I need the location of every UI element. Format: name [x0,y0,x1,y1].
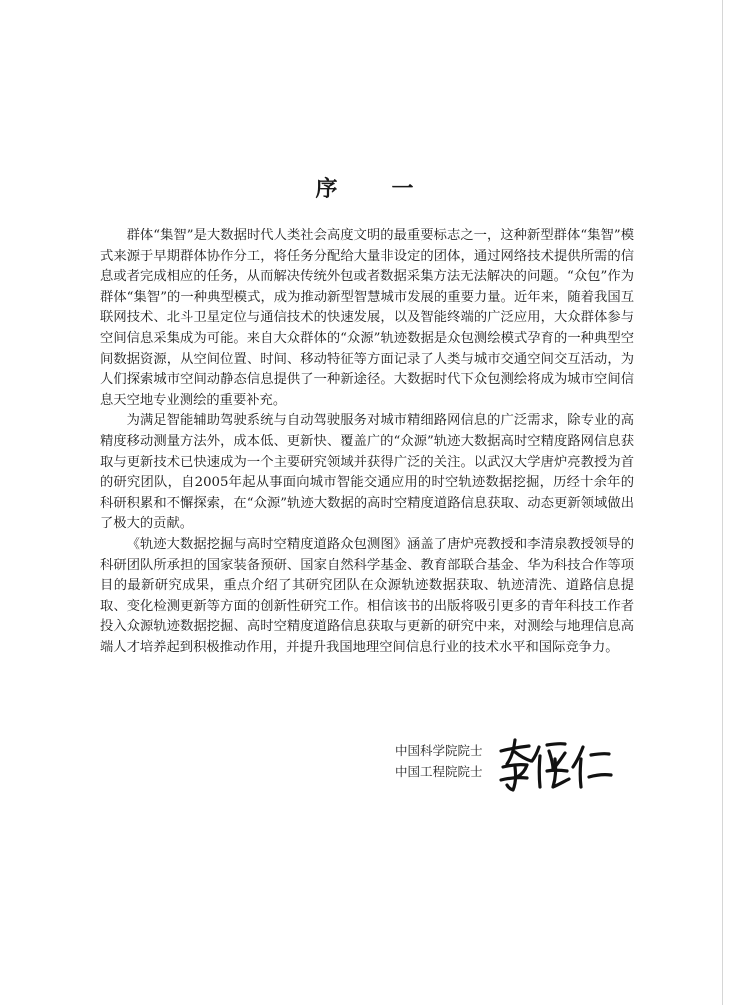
preface-body [100,226,634,658]
author-title-cas: 中国科学院院士 [395,743,483,758]
title-char-1: 序 [315,177,338,202]
paragraph-1: 群体“集智”是大数据时代人类社会高度文明的最重要标志之一，这种新型群体“集智”模式来源于早期群体协作分工，将任务分配给大量非设定的团体，通过网络技术提供所需的信息或者完成相应的任务，从而解决传统外包或者数据采集方法无法解决的问题。“众包”作为群体“集智”的一种典型模式，成为推动新型智慧城市发展的重要力量。近年来，随着我国互联网技术、北斗卫星定位与通信技术的快速发展，以及智能终端的广泛应用，大众群体参与空间信息采集成为可能。来自大众群体的“众源”轨迹数据是众包测绘模式孕育的一种典型空间数据资源，从空间位置、时间、移动特征等方面记录了人类与城市交通空间交互活动，为人们探索城市空间动静态信息提供了一种新途径。大数据时代下众包测绘将成为城市空间信息天空地专业测绘的重要补充。 [100,228,634,408]
page-title [0,172,729,203]
signature-block [395,737,635,797]
title-char-2: 一 [391,177,414,202]
paragraph-2: 为满足智能辅助驾驶系统与自动驾驶服务对城市精细路网信息的广泛需求，除专业的高精度移动测量方法外，成本低、更新快、覆盖广的“众源”轨迹大数据高时空精度路网信息获取与更新技术已快速成为一个主要研究领域并获得广泛的关注。以武汉大学唐炉亮教授为首的研究团队，自2005年起从事面向城市智能交通应用的时空轨迹数据挖掘，历经十余年的科研积累和不懈探索，在“众源”轨迹大数据的高时空精度道路信息获取、动态更新领域做出了极大的贡献。 [100,413,634,532]
author-title-cae: 中国工程院院士 [395,763,483,779]
author-titles [395,741,483,782]
paragraph-3: 《轨迹大数据挖掘与高时空精度道路众包测图》涵盖了唐炉亮教授和李清泉教授领导的科研团队所承担的国家装备预研、国家自然科学基金、教育部联合基金、华为科技合作等项目的最新研究成果，重点介绍了其研究团队在众源轨迹数据获取、轨迹清洗、道路信息提取、变化检测更新等方面的创新性研究工作。相信该书的出版将吸引更多的青年科技工作者投入众源轨迹数据挖掘、高时空精度道路信息获取与更新的研究中来，对测绘与地理信息高端人才培养起到积极推动作用，并提升我国地理空间信息行业的技术水平和国际竞争力。 [100,536,634,655]
handwritten-signature [495,737,615,793]
page-edge-line [722,0,723,1005]
